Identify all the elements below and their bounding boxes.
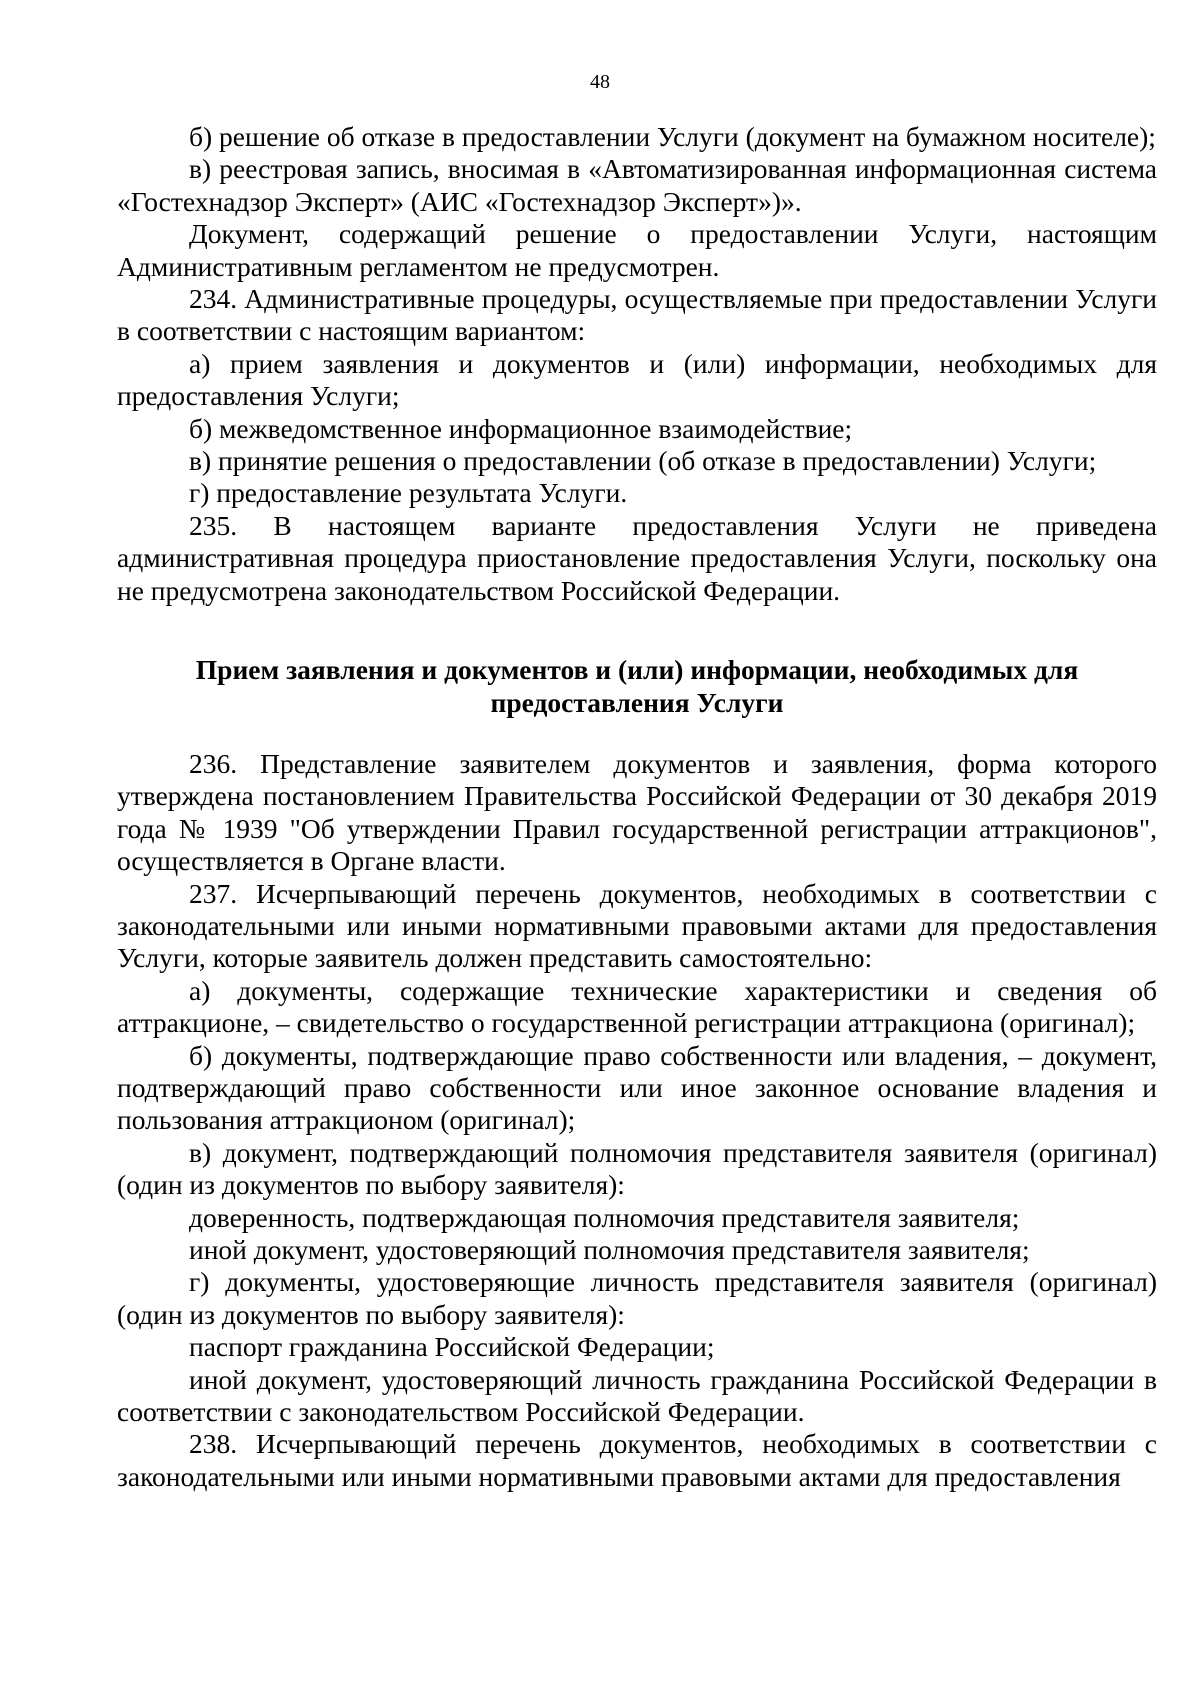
paragraph: 234. Административные процедуры, осуществляемые при предоставлении Услуги в соответствии с настоящим вариантом:: [117, 283, 1157, 347]
paragraph: 238. Исчерпывающий перечень документов, необходимых в соответствии с законодательными или иными нормативными правовыми актами для предоставления: [117, 1428, 1157, 1492]
paragraph: г) предоставление результата Услуги.: [189, 477, 628, 509]
paragraph: 237. Исчерпывающий перечень документов, необходимых в соответствии с законодательными или иными нормативными правовыми актами для предоставления Услуги, которые заявитель должен представить самостоятельно:: [117, 877, 1157, 974]
paragraph: б) межведомственное информационное взаимодействие;: [189, 412, 853, 444]
paragraph: а) прием заявления и документов и (или) информации, необходимых для предоставления Услуги;: [117, 347, 1157, 412]
paragraph: 235. В настоящем варианте предоставления Услуги не приведена административная процедура приостановление предоставления Услуги, поскольку она не предусмотрена законодательством Российской Федерации.: [117, 509, 1157, 606]
section-heading: Прием заявления и документов и (или) информации, необходимых для предоставления Услуги: [195, 654, 1079, 718]
document-body: [117, 121, 1157, 1493]
paragraph: а) документы, содержащие технические характеристики и сведения об аттракционе, – свидетельство о государственной регистрации аттракциона (оригинал);: [117, 974, 1157, 1039]
paragraph: в) реестровая запись, вносимая в «Автоматизированная информационная система «Гостехнадзор Эксперт» (АИС «Гостехнадзор Эксперт»)».: [117, 153, 1157, 217]
page-number: 48: [590, 71, 610, 93]
paragraph: в) принятие решения о предоставлении (об отказе в предоставлении) Услуги;: [189, 445, 1097, 477]
paragraph: иной документ, удостоверяющий полномочия представителя заявителя;: [189, 1234, 1030, 1265]
paragraph: иной документ, удостоверяющий личность гражданина Российской Федерации в соответствии с законодательством Российской Федерации.: [117, 1363, 1157, 1428]
paragraph: Документ, содержащий решение о предоставлении Услуги, настоящим Административным регламентом не предусмотрен.: [117, 218, 1157, 282]
paragraph: паспорт гражданина Российской Федерации;: [189, 1331, 715, 1363]
paragraph: 236. Представление заявителем документов и заявления, форма которого утверждена постановлением Правительства Российской Федерации от 30 декабря 2019 года № 1939 "Об утверждении Правил государственной регистрации аттракционов", осуществляется в Органе власти.: [117, 747, 1157, 877]
paragraph: г) документы, удостоверяющие личность представителя заявителя (оригинал) (один из документов по выбору заявителя):: [117, 1266, 1157, 1330]
paragraph: б) документы, подтверждающие право собственности или владения, – документ, подтверждающий право собственности или иное законное основание владения и пользования аттракционом (оригинал);: [117, 1039, 1157, 1136]
paragraph: б) решение об отказе в предоставлении Услуги (документ на бумажном носителе);: [189, 121, 1156, 152]
paragraph: в) документ, подтверждающий полномочия представителя заявителя (оригинал) (один из документов по выбору заявителя):: [117, 1136, 1157, 1201]
paragraph: доверенность, подтверждающая полномочия представителя заявителя;: [189, 1201, 1020, 1233]
